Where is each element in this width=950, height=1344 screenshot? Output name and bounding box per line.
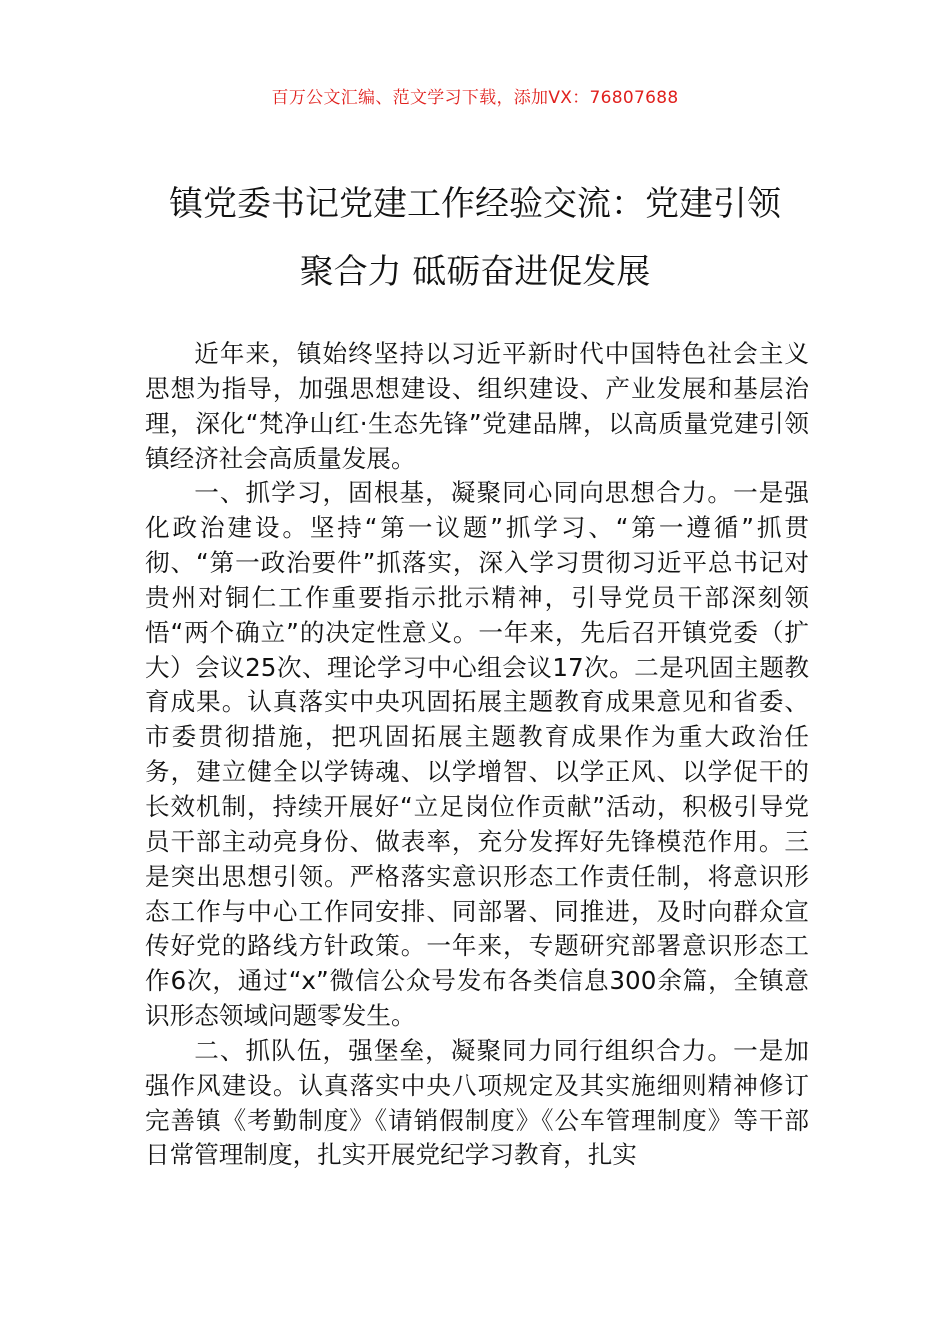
paragraph-intro: 近年来，镇始终坚持以习近平新时代中国特色社会主义思想为指导，加强思想建设、组织建设、产业发展和基层治理，深化“梵净山红·生态先锋”党建品牌，以高质量党建引领镇经济社会高质量发展。 xyxy=(145,339,809,473)
title-line-1: 镇党委书记党建工作经验交流：党建引领 xyxy=(169,184,781,224)
title-line-2: 聚合力 砥砺奋进促发展 xyxy=(299,252,651,292)
document-body xyxy=(145,337,809,1173)
document-title xyxy=(100,170,850,306)
paragraph-section-2: 二、抓队伍，强堡垒，凝聚同力同行组织合力。一是加强作风建设。认真落实中央八项规定及其实施细则精神修订完善镇《考勤制度》《请销假制度》《公车管理制度》等干部日常管理制度，扎实开展党纪学习教育，扎实 xyxy=(145,1035,809,1170)
paragraph-section-1: 一、抓学习，固根基，凝聚同心同向思想合力。一是强化政治建设。坚持“第一议题”抓学习、“第一遵循”抓贯彻、“第一政治要件”抓落实，深入学习贯彻习近平总书记对贵州对铜仁工作重要指示批示精神，引导党员干部深刻领悟“两个确立”的决定性意义。一年来，先后召开镇党委（扩大）会议25次、理论学习中心组会议17次。二是巩固主题教育成果。认真落实中央巩固拓展主题教育成果意见和省委、市委贯彻措施，把巩固拓展主题教育成果作为重大政治任务，建立健全以学铸魂、以学增智、以学正风、以学促干的长效机制，持续开展好“立足岗位作贡献”活动，积极引导党员干部主动亮身份、做表率，充分发挥好先锋模范作用。三是突出思想引领。严格落实意识形态工作责任制，将意识形态工作与中心工作同安排、同部署、同推进，及时向群众宣传好党的路线方针政策。一年来，专题研究部署意识形态工作6次，通过“x”微信公众号发布各类信息300余篇，全镇意识形态领域问题零发生。 xyxy=(145,478,809,1031)
header-note: 百万公文汇编、范文学习下载，添加VX：76807688 xyxy=(271,88,679,108)
